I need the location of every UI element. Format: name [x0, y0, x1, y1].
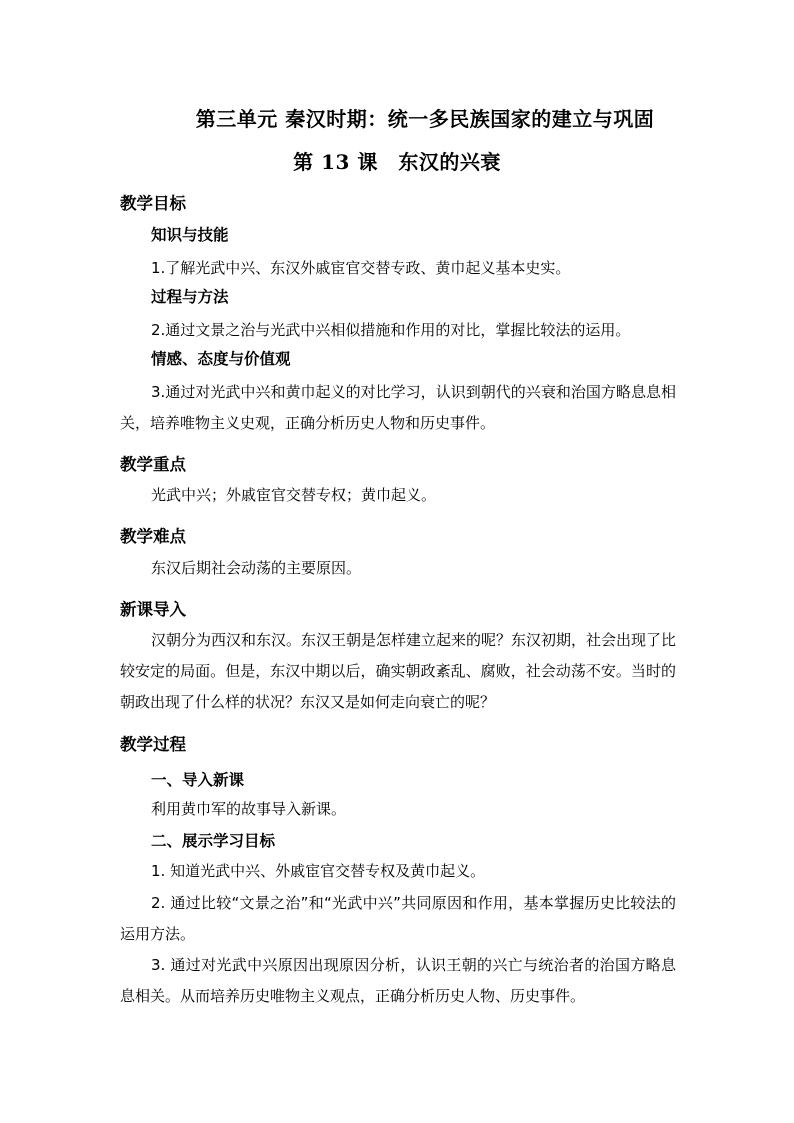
list-item: 3. 通过对光武中兴原因出现原因分析，认识王朝的兴亡与统治者的治国方略息息相关。从而培养历史唯物主义观点，正确分析历史人物、历史事件。	[120, 956, 676, 1005]
section-heading-process: 教学过程	[120, 735, 186, 754]
subheading-step2: 二、展示学习目标	[151, 832, 276, 850]
subheading-values: 情感、态度与价值观	[151, 350, 291, 368]
lesson-title: 第 13 课 东汉的兴衰	[293, 150, 501, 174]
subheading-knowledge: 知识与技能	[151, 226, 229, 244]
section-heading-objectives: 教学目标	[120, 194, 186, 213]
subheading-step1: 一、导入新课	[151, 771, 245, 789]
paragraph-step1: 利用黄巾军的故事导入新课。	[151, 800, 347, 818]
subheading-process-method: 过程与方法	[151, 288, 229, 306]
paragraph-knowledge: 1.了解光武中兴、东汉外戚宦官交替专政、黄巾起义基本史实。	[151, 259, 571, 277]
section-heading-key-points: 教学重点	[120, 455, 186, 474]
paragraph-values: 3.通过对光武中兴和黄巾起义的对比学习，认识到朝代的兴衰和治国方略息息相关，培养唯物主义史观，正确分析历史人物和历史事件。	[120, 383, 676, 432]
paragraph-key-points: 光武中兴；外戚宦官交替专权；黄巾起义。	[151, 486, 437, 504]
section-heading-difficulties: 教学难点	[120, 527, 186, 546]
paragraph-intro: 汉朝分为西汉和东汉。东汉王朝是怎样建立起来的呢？东汉初期，社会出现了比较安定的局面。但是，东汉中期以后，确实朝政紊乱、腐败，社会动荡不安。当时的朝政出现了什么样的状况？东汉又是如何走向衰亡的呢？	[120, 631, 677, 711]
section-heading-intro: 新课导入	[120, 600, 186, 619]
paragraph-difficulties: 东汉后期社会动荡的主要原因。	[151, 559, 362, 577]
paragraph-process-method: 2.通过文景之治与光武中兴相似措施和作用的对比，掌握比较法的运用。	[151, 321, 631, 339]
list-item: 2. 通过比较“文景之治”和“光武中兴”共同原因和作用，基本掌握历史比较法的运用方法。	[120, 894, 676, 943]
list-item: 1. 知道光武中兴、外戚宦官交替专权及黄巾起义。	[151, 862, 486, 880]
unit-title: 第三单元 秦汉时期：统一多民族国家的建立与巩固	[195, 107, 655, 131]
